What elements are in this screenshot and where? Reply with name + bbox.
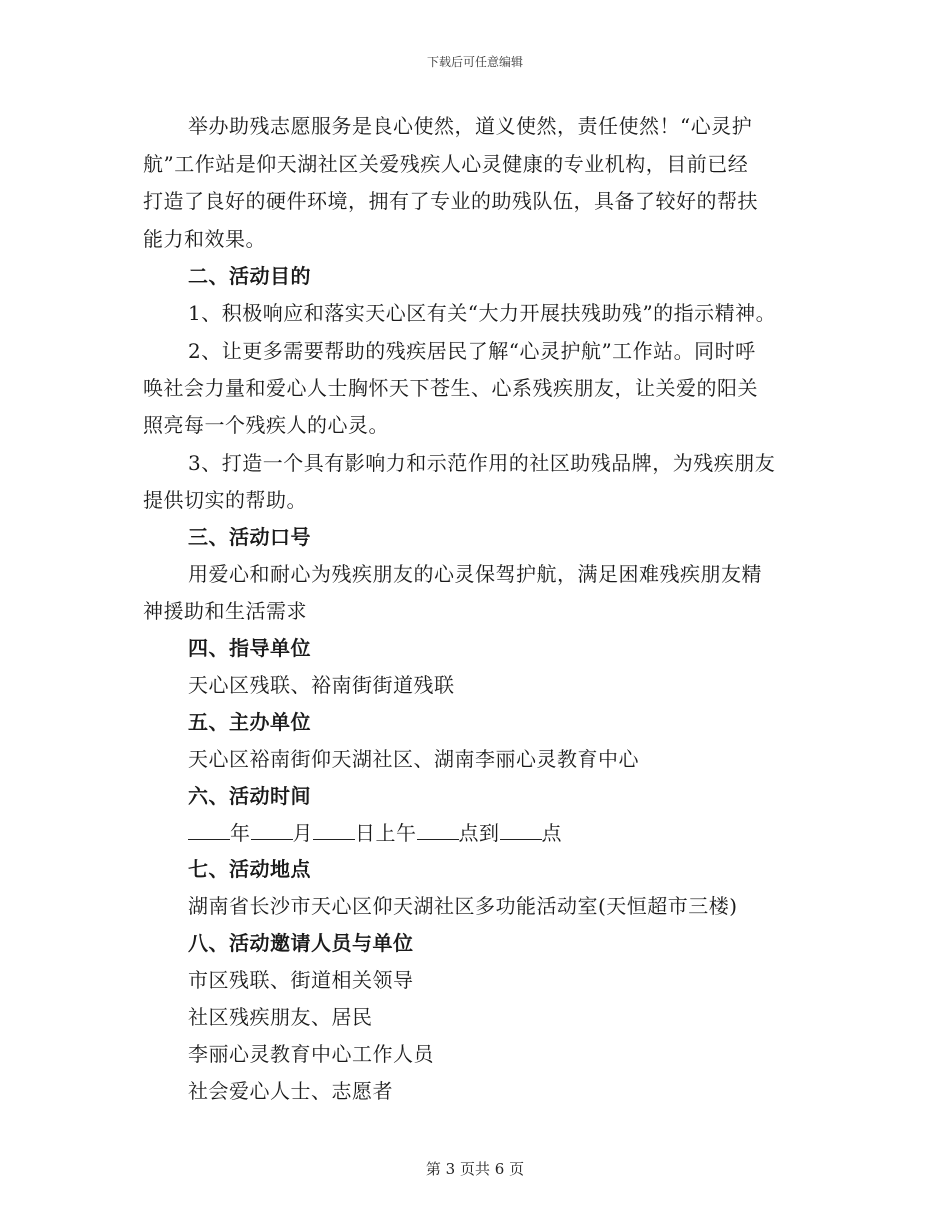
purpose-item-2-line-3: 照亮每一个残疾人的心灵。	[143, 413, 389, 437]
guidance-units: 天心区残联、裕南街街道残联	[188, 673, 455, 697]
section-heading-organizer: 五、主办单位	[188, 710, 311, 734]
intro-line-1: 举办助残志愿服务是良心使然，道义使然，责任使然！“心灵护	[188, 114, 753, 138]
section-heading-guidance: 四、指导单位	[188, 636, 311, 660]
section-heading-invitees: 八、活动邀请人员与单位	[188, 931, 414, 955]
slogan-line-1: 用爱心和耐心为残疾朋友的心灵保驾护航，满足困难残疾朋友精	[188, 562, 762, 586]
purpose-item-2-line-1: 2、让更多需要帮助的残疾居民了解“心灵护航”工作站。同时呼	[188, 339, 756, 363]
invitee-item: 社区残疾朋友、居民	[188, 1005, 373, 1029]
organizer-units: 天心区裕南街仰天湖社区、湖南李丽心灵教育中心	[188, 747, 639, 771]
intro-line-3: 打造了良好的硬件环境，拥有了专业的助残队伍，具备了较好的帮扶	[143, 189, 758, 213]
hour-label: 点	[541, 821, 562, 845]
slogan-line-2: 神援助和生活需求	[143, 599, 307, 623]
section-heading-slogan: 三、活动口号	[188, 525, 311, 549]
section-heading-purpose: 二、活动目的	[188, 264, 311, 288]
intro-line-2: 航”工作站是仰天湖社区关爱残疾人心灵健康的专业机构，目前已经	[143, 152, 749, 176]
year-label: 年	[230, 821, 251, 845]
end-hour-blank	[500, 821, 542, 840]
purpose-item-1: 1、积极响应和落实天心区有关“大力开展扶残助残”的指示精神。	[188, 301, 777, 325]
intro-line-4: 能力和效果。	[143, 227, 266, 251]
invitee-item: 李丽心灵教育中心工作人员	[188, 1042, 434, 1066]
day-blank	[313, 821, 355, 840]
month-blank	[251, 821, 293, 840]
page-header-note: 下载后可任意编辑	[426, 55, 523, 69]
activity-time-line	[188, 821, 562, 845]
purpose-item-2-line-2: 唤社会力量和爱心人士胸怀天下苍生、心系残疾朋友，让关爱的阳关	[143, 376, 758, 400]
purpose-item-3-line-2: 提供切实的帮助。	[143, 488, 307, 512]
month-label: 月	[292, 821, 313, 845]
year-blank	[188, 821, 230, 840]
activity-location: 湖南省长沙市天心区仰天湖社区多功能活动室(天恒超市三楼)	[188, 894, 738, 918]
to-label: 点到	[458, 821, 500, 845]
start-hour-blank	[417, 821, 459, 840]
invitee-item: 市区残联、街道相关领导	[188, 968, 414, 992]
section-heading-time: 六、活动时间	[188, 784, 311, 808]
day-morning-label: 日上午	[355, 821, 417, 845]
section-heading-location: 七、活动地点	[188, 857, 311, 881]
purpose-item-3-line-1: 3、打造一个具有影响力和示范作用的社区助残品牌，为残疾朋友	[188, 451, 776, 475]
page-number-footer: 第 3 页共 6 页	[425, 1160, 525, 1178]
invitee-item: 社会爱心人士、志愿者	[188, 1079, 393, 1103]
